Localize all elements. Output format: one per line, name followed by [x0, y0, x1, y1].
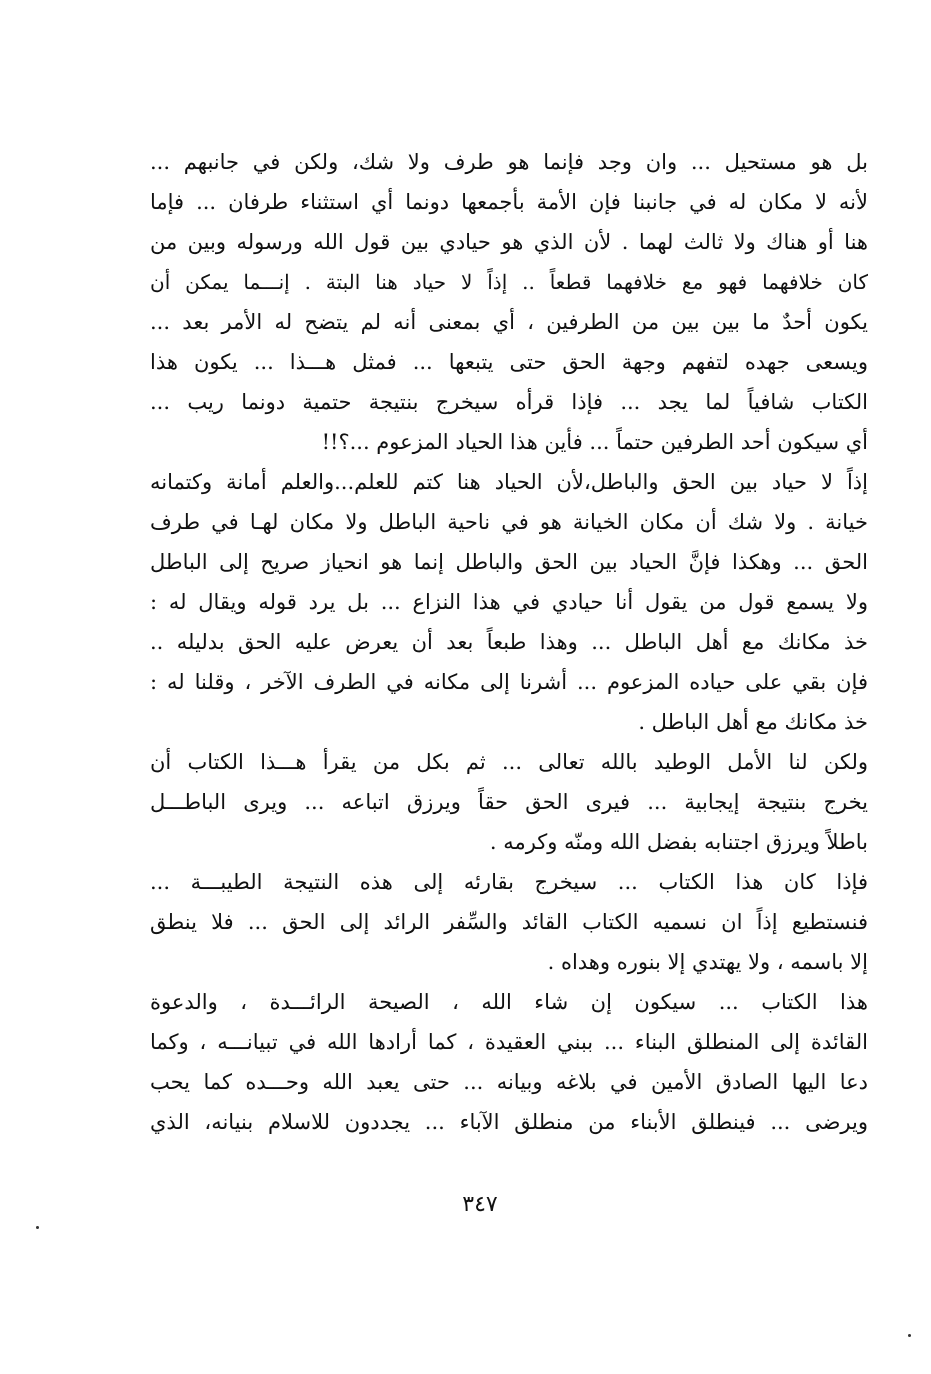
text-line: فإن بقي على حياده المزعوم ... أشرنا إلى مكانه في الطرف الآخر ، وقلنا له :: [150, 670, 868, 694]
text-line: ويرضى ... فينطلق الأبناء من منطلق الآباء ... يجددون للاسلام بنيانه، الذي: [150, 1110, 868, 1134]
text-line: ولا يسمع قول من يقول أنا حيادي في هذا النزاع ... بل يرد قوله ويقال له :: [150, 590, 868, 614]
text-line: إلا باسمه ، ولا يهتدي إلا بنوره وهداه .: [547, 950, 868, 974]
text-line: كان خلافهما فهو مع خلافهما قطعاً .. إذاً لا حياد هنا البتة . إنـــما يمكن أن: [150, 270, 868, 294]
text-line: هنا أو هناك ولا ثالث لهما . لأن الذي هو حيادي بين قول الله ورسوله وبين من: [150, 230, 868, 254]
paragraph-3: [150, 742, 868, 862]
scan-speck: [908, 1334, 911, 1337]
text-line: الكتاب شافياً لما يجد ... فإذا قرأه سيخرج بنتيجة حتمية دونما ريب ...: [150, 390, 868, 414]
body-text: [150, 142, 868, 1142]
text-line: يخرج بنتيجة إيجابية ... فيرى الحق حقاً ويرزق اتباعه ... ويرى الباطـــل: [150, 790, 868, 814]
scan-speck: [36, 1226, 39, 1229]
paragraph-4: [150, 862, 868, 982]
text-line: يكون أحدٌ ما بين بين من الطرفين ، أي بمعنى أنه لم يتضح له الأمر بعد ...: [150, 310, 868, 334]
text-line: بل هو مستحيل ... وان وجد فإنما هو طرف ولا شك، ولكن في جانبهم ...: [150, 150, 868, 174]
text-line: خذ مكانك مع أهل الباطل .: [638, 710, 868, 734]
text-line: ويسعى جهده لتفهم وجهة الحق حتى يتبعها ... فمثل هـــذا ... يكون هذا: [150, 350, 868, 374]
text-line: فإذا كان هذا الكتاب ... سيخرج بقارئه إلى هذه النتيجة الطيبـــة ...: [150, 870, 868, 894]
paragraph-1: [150, 142, 868, 462]
text-line: فنستطيع إذاً ان نسميه الكتاب القائد والسِّفر الرائد إلى الحق ... فلا ينطق: [150, 910, 868, 934]
text-line: إذاً لا حياد بين الحق والباطل،لأن الحياد هنا كتم للعلم...والعلم أمانة وكتمانه: [150, 470, 868, 494]
text-line: خيانة . ولا شك أن مكان الخيانة هو في ناحية الباطل ولا مكان لهـا في طرف: [150, 510, 868, 534]
paragraph-2: [150, 462, 868, 742]
text-line: القائدة إلى المنطلق البناء ... ببني العقيدة ، كما أرادها الله في تبيانـــه ، وكما: [150, 1030, 868, 1054]
page-number: ٣٤٧: [462, 1192, 498, 1217]
text-line: لأنه لا مكان له في جانبنا فإن الأمة بأجمعها دونما أي استثناء طرفان ... فإما: [150, 190, 868, 214]
text-line: دعا اليها الصادق الأمين في بلاغه وبيانه ... حتى يعبد الله وحـــده كما يحب: [150, 1070, 868, 1094]
text-line: الحق ... وهكذا فإنَّ الحياد بين الحق والباطل إنما هو انحياز صريح إلى الباطل: [150, 550, 868, 574]
text-line: خذ مكانك مع أهل الباطل ... وهذا طبعاً بعد أن يعرض عليه الحق بدليله ..: [150, 630, 868, 654]
text-line: أي سيكون أحد الطرفين حتماً ... فأين هذا الحياد المزعوم ...؟!!: [321, 430, 868, 454]
text-line: هذا الكتاب ... سيكون إن شاء الله ، الصيحة الرائـــدة ، والدعوة: [150, 990, 868, 1014]
text-line: ولكن لنا الأمل الوطيد بالله تعالى ... ثم بكل من يقرأ هـــذا الكتاب أن: [150, 750, 868, 774]
paragraph-5: [150, 982, 868, 1142]
text-line: باطلاً ويرزق اجتنابه بفضل الله ومنّه وكرمه .: [489, 830, 868, 854]
